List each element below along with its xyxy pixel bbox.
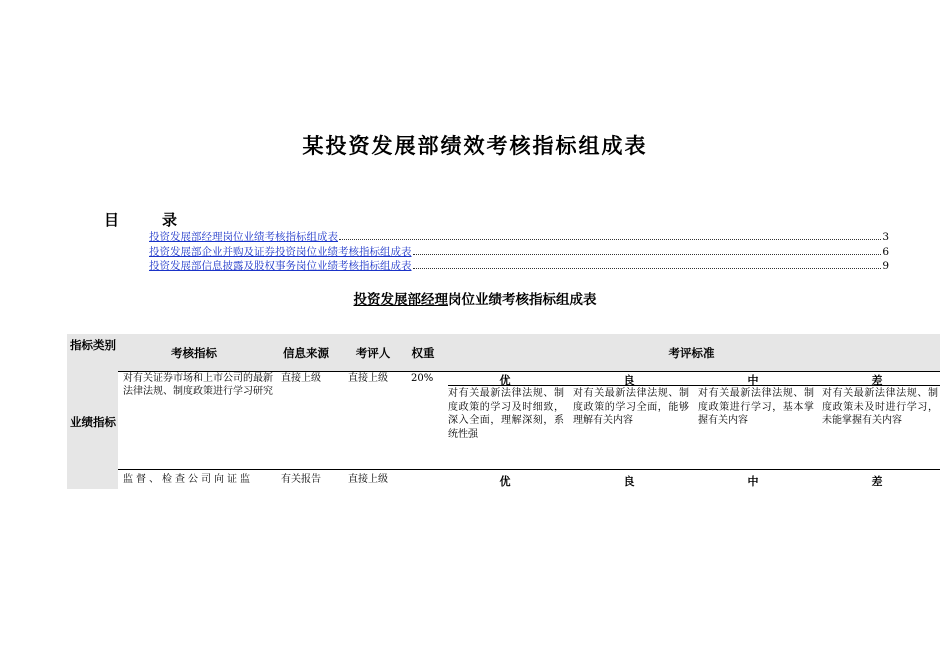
- kpi-table: [67, 334, 940, 489]
- source-cell: 有关报告: [281, 474, 321, 485]
- grade-excellent: 优: [499, 475, 511, 488]
- toc-leader-dots: [413, 268, 882, 269]
- grade-good: 良: [623, 374, 635, 387]
- document-title: 某投资发展部绩效考核指标组成表: [302, 134, 648, 158]
- toc-page-number: 9: [882, 260, 889, 272]
- toc-entry[interactable]: [149, 258, 889, 273]
- header-weight: 权重: [411, 346, 435, 360]
- toc-page-number: 3: [882, 231, 889, 243]
- grade-excellent: 优: [499, 374, 511, 387]
- table-of-contents: [149, 229, 889, 273]
- evaluator-cell: 直接上级: [348, 373, 388, 384]
- header-standard: 考评标准: [668, 346, 715, 360]
- header-source: 信息来源: [283, 346, 329, 360]
- section-title-link[interactable]: 投资发展部经理: [353, 292, 448, 308]
- standard-average: 对有关最新法律法规、制度政策进行学习，基本掌握有关内容: [698, 388, 814, 426]
- row-divider: [118, 469, 940, 470]
- standard-excellent: 对有关最新法律法规、制度政策的学习及时细致，深入全面，理解深刻，系统性强: [448, 388, 564, 440]
- grade-average: 中: [747, 475, 759, 488]
- toc-entry-link[interactable]: 投资发展部经理岗位业绩考核指标组成表: [149, 231, 338, 243]
- toc-entry-link[interactable]: 投资发展部企业并购及证券投资岗位业绩考核指标组成表: [149, 245, 412, 258]
- header-indicator: 考核指标: [171, 346, 217, 360]
- weight-cell: 20%: [411, 373, 434, 384]
- grade-poor: 差: [871, 475, 883, 488]
- source-cell: 直接上级: [281, 373, 321, 384]
- toc-entry[interactable]: [149, 229, 889, 244]
- category-value: 业绩指标: [70, 415, 116, 429]
- grade-average: 中: [747, 374, 759, 387]
- toc-entry[interactable]: [149, 244, 889, 259]
- indicator-cell: 监督、检查公司向证监: [123, 474, 253, 485]
- grade-poor: 差: [871, 374, 883, 387]
- header-category: 指标类别: [70, 338, 116, 352]
- grade-good: 良: [623, 475, 635, 488]
- category-column-background: [67, 371, 118, 489]
- toc-heading: 目 录: [104, 211, 192, 229]
- standard-good: 对有关最新法律法规、制度政策的学习全面，能够理解有关内容: [573, 388, 689, 426]
- header-evaluator: 考评人: [355, 346, 391, 360]
- evaluator-cell: 直接上级: [348, 474, 388, 485]
- section-title: [0, 288, 950, 308]
- toc-leader-dots: [339, 239, 881, 240]
- toc-page-number: 6: [882, 245, 889, 258]
- standard-poor: 对有关最新法律法规、制度政策未及时进行学习，未能掌握有关内容: [822, 388, 938, 426]
- toc-leader-dots: [413, 254, 882, 255]
- toc-entry-link[interactable]: 投资发展部信息披露及股权事务岗位业绩考核指标组成表: [149, 260, 412, 272]
- indicator-cell: 对有关证券市场和上市公司的最新法律法规、制度政策进行学习研究: [123, 373, 273, 397]
- section-title-rest: 岗位业绩考核指标组成表: [448, 292, 597, 308]
